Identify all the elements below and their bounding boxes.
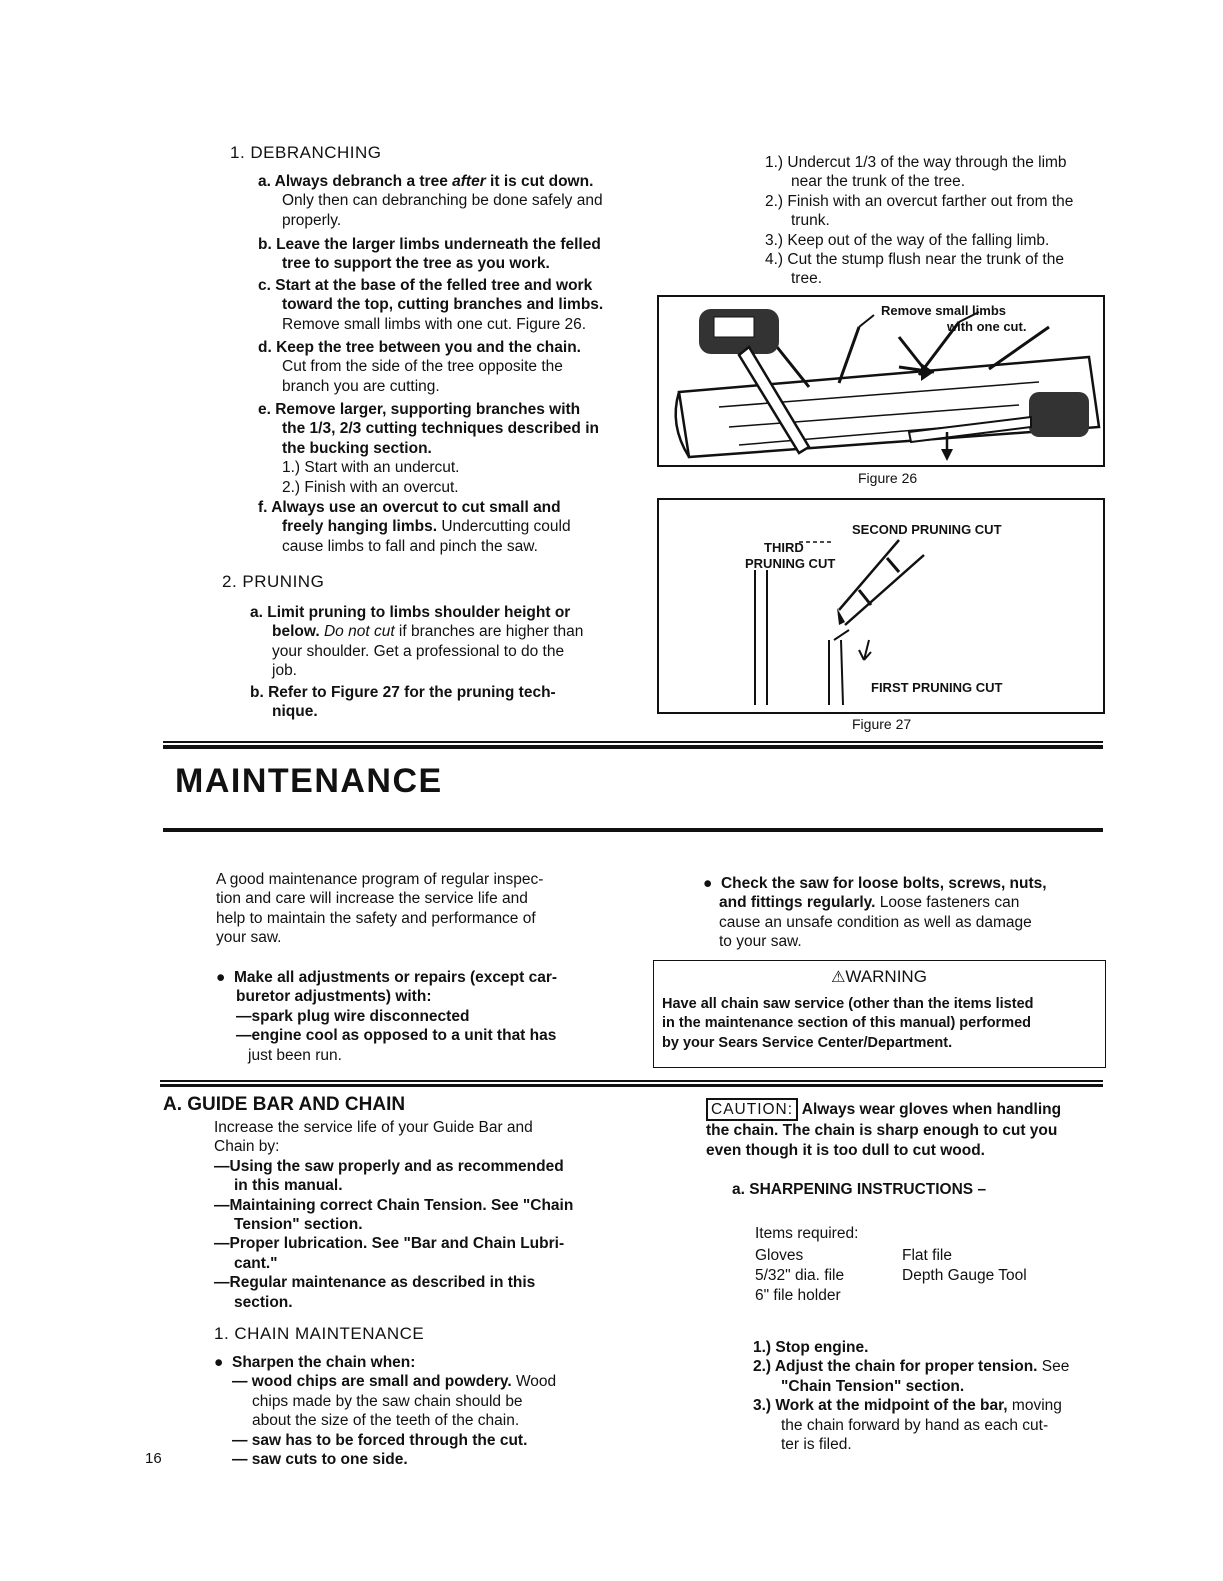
items-required-label: Items required: <box>755 1225 859 1242</box>
debranching-item-f: f. Always use an overcut to cut small and freely hanging limbs. Undercutting could cause limbs to fall and pinch the saw. <box>258 499 571 555</box>
figure-27-first-cut-label: FIRST PRUNING CUT <box>871 680 1003 695</box>
chain-maintenance-list: ● Sharpen the chain when: — wood chips are small and powdery. Wood chips made by the saw chain should be about the size of the teeth of the chain. — saw has to be forced through the cut. — saw cuts to one side. <box>214 1354 557 1469</box>
debranching-item-e: e. Remove larger, supporting branches with the 1/3, 2/3 cutting techniques described in the bucking section. 1.) Start with an undercut. 2.) Finish with an overcut. <box>258 401 599 496</box>
sharpening-heading: a. SHARPENING INSTRUCTIONS – <box>732 1181 987 1198</box>
guide-rule-thin <box>160 1080 1103 1082</box>
limb-cutting-steps: 1.) Undercut 1/3 of the way through the limb near the trunk of the tree. 2.) Finish with an overcut farther out from the trunk. 3.) Keep out of the way of the falling limb. 4.) Cut the stump flush near the trunk of the tree. <box>765 154 1074 288</box>
warning-box <box>653 960 1106 1068</box>
item-depth-gauge-tool: Depth Gauge Tool <box>902 1267 1027 1284</box>
figure-27-third-cut-label-line2: PRUNING CUT <box>745 556 836 571</box>
caution-tag: CAUTION: <box>706 1098 798 1121</box>
figure-27-frame <box>657 498 1105 714</box>
top-rule-thin <box>163 741 1103 743</box>
caution-block: CAUTION: Always wear gloves when handling the chain. The chain is sharp enough to cut you even though it is too dull to cut wood. <box>706 1098 1116 1160</box>
guide-bar-list: Increase the service life of your Guide Bar and Chain by: —Using the saw properly and as recommended in this manual. —Maintaining correct Chain Tension. See "Chain Tension" section. —Proper lubrication. See "Bar and Chain Lubri- cant." —Regular maintenance as described in this section. <box>214 1119 574 1311</box>
figure-26-frame <box>657 295 1105 467</box>
warning-title: ⚠WARNING <box>831 967 927 986</box>
top-rule-thick <box>163 745 1103 749</box>
figure-26-label-line1: Remove small limbs <box>881 303 1006 318</box>
pruning-heading: 2. PRUNING <box>222 572 325 591</box>
figure-27-caption: Figure 27 <box>852 716 912 732</box>
warning-text: Have all chain saw service (other than the items listed in the maintenance section of this manual) performed by your Sears Service Center/Department. <box>662 996 1034 1051</box>
figure-27-third-cut-label-line1: THIRD <box>764 540 804 555</box>
title-rule-thick <box>163 828 1103 832</box>
maintenance-title: MAINTENANCE <box>175 762 443 800</box>
pruning-item-b: b. Refer to Figure 27 for the pruning tech- nique. <box>250 684 556 721</box>
maintenance-bullet-check-saw: ● Check the saw for loose bolts, screws, nuts, and fittings regularly. Loose fasteners can cause an unsafe condition as well as damage to your saw. <box>703 875 1047 951</box>
figure-26-illustration <box>659 297 1103 465</box>
item-file-holder: 6" file holder <box>755 1287 841 1304</box>
debranching-heading: 1. DEBRANCHING <box>230 143 382 162</box>
warning-icon: ⚠ <box>831 969 846 986</box>
figure-26-caption: Figure 26 <box>858 470 918 486</box>
sharpening-steps: 1.) Stop engine. 2.) Adjust the chain for proper tension. See "Chain Tension" section. 3.) Work at the midpoint of the bar, moving the chain forward by hand as each cut- ter is filed. <box>753 1339 1070 1454</box>
page-number: 16 <box>145 1450 162 1467</box>
maintenance-intro: A good maintenance program of regular inspec- tion and care will increase the service life and help to maintain the safety and performance of your saw. <box>216 871 544 947</box>
guide-rule-thick <box>160 1084 1103 1087</box>
figure-26-label-line2: with one cut. <box>947 319 1027 334</box>
maintenance-bullet-adjustments: ● Make all adjustments or repairs (except car- buretor adjustments) with: —spark plug wire disconnected —engine cool as opposed to a unit that has just been run. <box>216 969 558 1064</box>
pruning-item-a: a. Limit pruning to limbs shoulder height or below. Do not cut if branches are higher than your shoulder. Get a professional to do the job. <box>250 604 584 680</box>
item-gloves: Gloves <box>755 1247 804 1264</box>
debranching-item-d: d. Keep the tree between you and the chain. Cut from the side of the tree opposite the branch you are cutting. <box>258 339 581 395</box>
debranching-item-a: a. Always debranch a tree after it is cut down. Only then can debranching be done safely and properly. <box>258 173 603 229</box>
figure-27-second-cut-label: SECOND PRUNING CUT <box>852 522 1002 537</box>
item-flat-file: Flat file <box>902 1247 952 1264</box>
chain-maintenance-heading: 1. CHAIN MAINTENANCE <box>214 1324 425 1343</box>
debranching-item-b: b. Leave the larger limbs underneath the felled tree to support the tree as you work. <box>258 236 601 273</box>
debranching-item-c: c. Start at the base of the felled tree and work toward the top, cutting branches and limbs. Remove small limbs with one cut. Figure 26. <box>258 277 604 333</box>
item-round-file: 5/32" dia. file <box>755 1267 845 1284</box>
guide-bar-heading: A. GUIDE BAR AND CHAIN <box>163 1094 406 1115</box>
